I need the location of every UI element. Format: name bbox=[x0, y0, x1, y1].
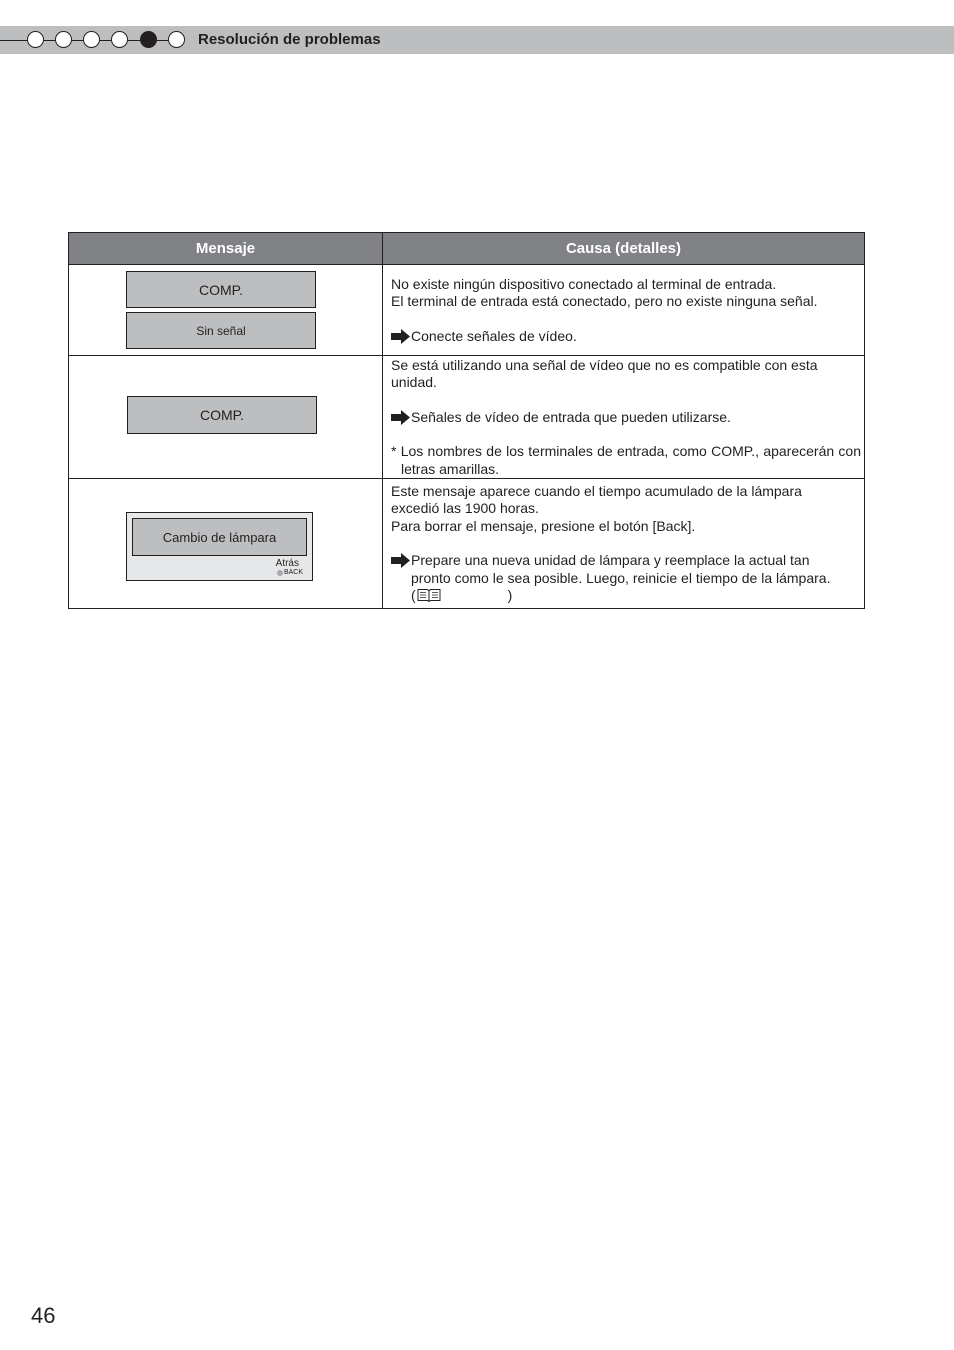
message-cell bbox=[69, 479, 383, 609]
progress-dot-2 bbox=[55, 31, 72, 48]
message-table bbox=[68, 232, 865, 609]
table-row bbox=[69, 356, 865, 479]
page-reference bbox=[391, 587, 861, 604]
back-button-text: BACK bbox=[283, 569, 303, 577]
progress-dot-3 bbox=[83, 31, 100, 48]
column-header-cause: Causa (detalles) bbox=[383, 233, 865, 265]
dialog-back-button bbox=[277, 569, 303, 576]
dialog-title: Cambio de lámpara bbox=[132, 518, 307, 556]
message-cell bbox=[69, 265, 383, 356]
action-text: Conecte señales de vídeo. bbox=[411, 327, 577, 344]
page-number: 46 bbox=[31, 1303, 56, 1328]
cause-cell bbox=[383, 356, 865, 479]
osd-no-signal-label: Sin señal bbox=[126, 312, 316, 349]
back-button-icon bbox=[277, 570, 283, 576]
right-arrow-icon bbox=[391, 552, 411, 569]
footnote-text: * Los nombres de los terminales de entrada, como COMP., aparecerán con letras amarillas. bbox=[391, 443, 861, 477]
reference-open-paren: ( bbox=[411, 587, 416, 604]
table-header-row bbox=[69, 233, 865, 265]
section-title: Resolución de problemas bbox=[198, 31, 381, 48]
progress-dot-1 bbox=[27, 31, 44, 48]
cause-cell bbox=[383, 479, 865, 609]
action-text: Señales de vídeo de entrada que pueden utilizarse. bbox=[411, 408, 731, 425]
osd-input-label: COMP. bbox=[127, 396, 317, 434]
osd-input-label: COMP. bbox=[126, 271, 316, 308]
table-row bbox=[69, 479, 865, 609]
right-arrow-icon bbox=[391, 328, 411, 345]
right-arrow-icon bbox=[391, 409, 411, 426]
lamp-change-dialog bbox=[126, 512, 313, 581]
cause-line: No existe ningún dispositivo conectado al terminal de entrada. bbox=[391, 276, 777, 292]
cause-cell bbox=[383, 265, 865, 356]
progress-dot-6 bbox=[168, 31, 185, 48]
cause-line: Para borrar el mensaje, presione el botón [Back]. bbox=[391, 517, 696, 534]
table-row bbox=[69, 265, 865, 356]
dialog-back-label: Atrás bbox=[275, 558, 299, 570]
cause-line: Este mensaje aparece cuando el tiempo acumulado de la lámpara excedió las 1900 horas. bbox=[391, 483, 802, 517]
cause-text: Se está utilizando una señal de vídeo que no es compatible con esta unidad. bbox=[391, 357, 818, 391]
action-text: Prepare una nueva unidad de lámpara y reemplace la actual tan pronto como le sea posible. Luego, reinicie el tiempo de la lámpara. bbox=[411, 552, 831, 586]
progress-dot-5-active bbox=[140, 31, 157, 48]
book-icon bbox=[417, 588, 441, 602]
column-header-message: Mensaje bbox=[69, 233, 383, 265]
cause-line: El terminal de entrada está conectado, pero no existe ninguna señal. bbox=[391, 293, 818, 310]
message-cell bbox=[69, 356, 383, 479]
progress-dot-4 bbox=[111, 31, 128, 48]
reference-close-paren: ) bbox=[507, 587, 513, 604]
